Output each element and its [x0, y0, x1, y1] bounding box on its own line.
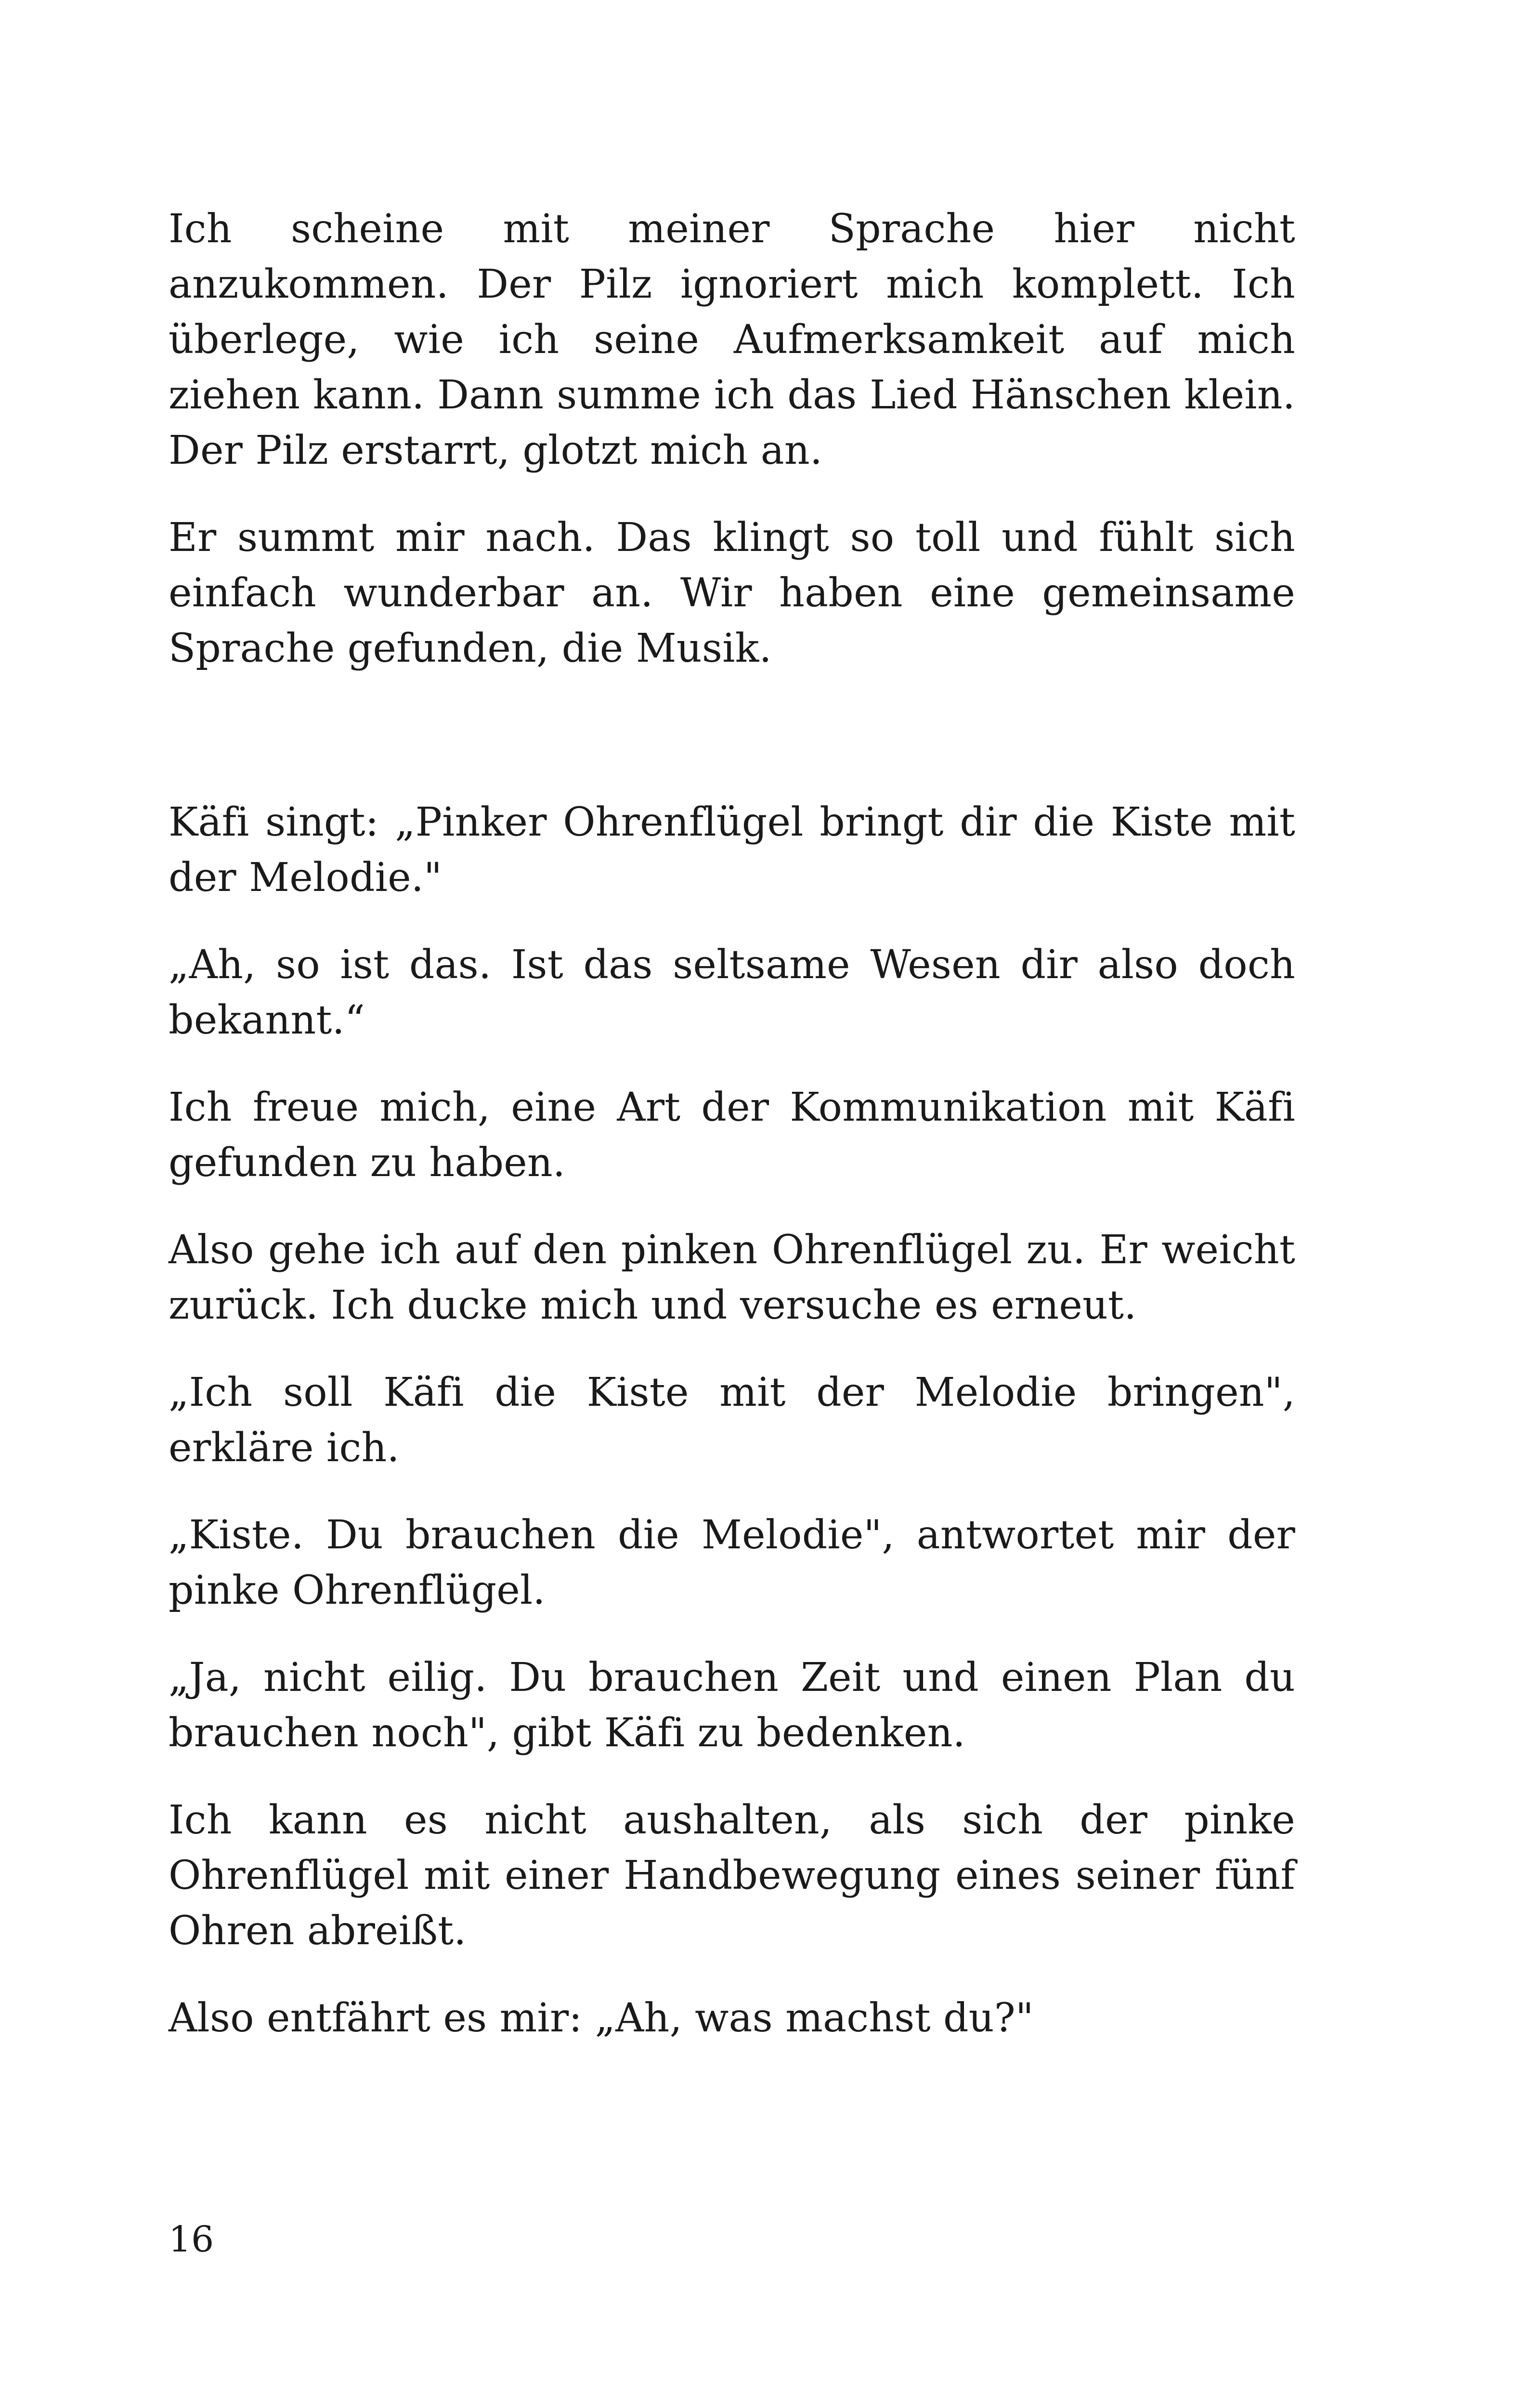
- paragraph: Also entfährt es mir: „Ah, was machst du?": [169, 1995, 1034, 2041]
- paragraph: Ich scheine mit meiner Sprache hier nicht anzukommen. Der Pilz ignoriert mich komplett. Ich überlege, wie ich seine Aufmerksamkeit auf mich ziehen kann. Dann summe ich das Lied Hänschen klein. Der Pilz erstarrt, glotzt mich an.: [169, 206, 1295, 473]
- paragraph: „Kiste. Du brauchen die Melodie", antwortet mir der pinke Ohrenflügel.: [169, 1512, 1295, 1613]
- paragraph: Käfi singt: „Pinker Ohrenflügel bringt dir die Kiste mit der Melodie.": [169, 799, 1295, 901]
- paragraph: Ich freue mich, eine Art der Kommunikation mit Käfi gefunden zu haben.: [169, 1085, 1295, 1186]
- text-section-2: [169, 795, 1295, 2078]
- text-section-1: [169, 201, 1295, 708]
- paragraph: „Ah, so ist das. Ist das seltsame Wesen dir also doch bekannt.“: [169, 942, 1295, 1043]
- paragraph: „Ja, nicht eilig. Du brauchen Zeit und einen Plan du brauchen noch", gibt Käfi zu bedenken.: [169, 1655, 1295, 1756]
- paragraph: Also gehe ich auf den pinken Ohrenflügel zu. Er weicht zurück. Ich ducke mich und versuche es erneut.: [169, 1227, 1295, 1328]
- page-number: 16: [169, 2219, 214, 2260]
- paragraph: Ich kann es nicht aushalten, als sich der pinke Ohrenflügel mit einer Handbewegung eines seiner fünf Ohren abreißt.: [169, 1797, 1295, 1954]
- paragraph: „Ich soll Käfi die Kiste mit der Melodie bringen", erkläre ich.: [169, 1370, 1295, 1471]
- paragraph: Er summt mir nach. Das klingt so toll und fühlt sich einfach wunderbar an. Wir haben eine gemeinsame Sprache gefunden, die Musik.: [169, 515, 1295, 671]
